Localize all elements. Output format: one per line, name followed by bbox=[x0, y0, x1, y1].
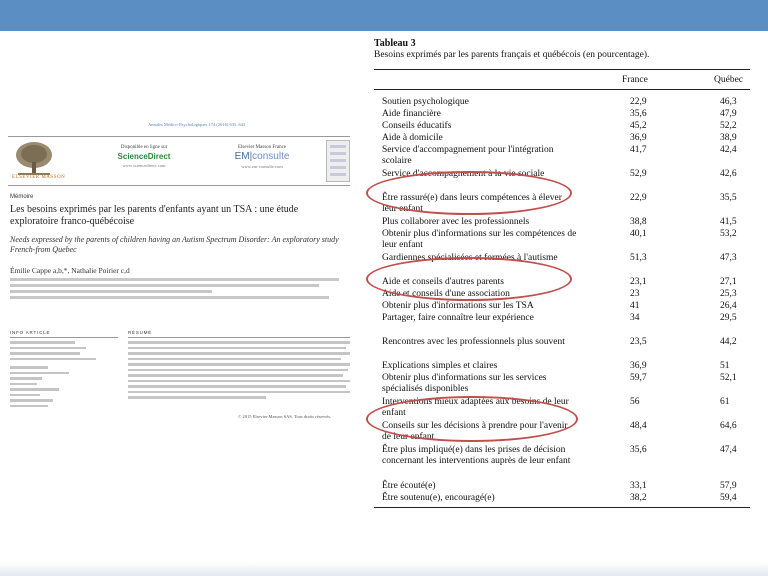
row-label: Aide et conseils d'une association bbox=[382, 289, 510, 299]
table-label: Tableau 3 bbox=[374, 38, 416, 49]
sciencedirect-logo: ScienceDirect bbox=[117, 152, 171, 161]
value-quebec: 29,5 bbox=[720, 313, 737, 323]
value-france: 48,4 bbox=[630, 421, 647, 431]
value-quebec: 26,4 bbox=[720, 301, 737, 311]
row-label: Conseils sur les décisions à prendre pour l'avenir de leur enfant bbox=[382, 421, 568, 442]
value-quebec: 57,9 bbox=[720, 481, 737, 491]
value-france: 36,9 bbox=[630, 133, 647, 143]
row-label: Service d'accompagnement pour l'intégration scolaire bbox=[382, 145, 554, 166]
value-quebec: 35,5 bbox=[720, 193, 737, 203]
highlight-gardiennes bbox=[366, 257, 572, 301]
highlight-vie-sociale bbox=[366, 171, 572, 215]
value-quebec: 44,2 bbox=[720, 337, 737, 347]
row-label: Rencontres avec les professionnels plus souvent bbox=[382, 337, 565, 347]
value-quebec: 59,4 bbox=[720, 493, 737, 503]
value-france: 40,1 bbox=[630, 229, 647, 239]
row-label: Obtenir plus d'informations sur les compétences de leur enfant bbox=[382, 229, 577, 250]
value-quebec: 51 bbox=[720, 361, 730, 371]
value-france: 23,5 bbox=[630, 337, 647, 347]
value-quebec: 27,1 bbox=[720, 277, 737, 287]
value-quebec: 64,6 bbox=[720, 421, 737, 431]
row-label: Explications simples et claires bbox=[382, 361, 498, 371]
value-france: 23,1 bbox=[630, 277, 647, 287]
row-label: Soutien psychologique bbox=[382, 97, 469, 107]
value-quebec: 53,2 bbox=[720, 229, 737, 239]
row-label: Être soutenu(e), encouragé(e) bbox=[382, 493, 495, 503]
article-info-column: INFO ARTICLE bbox=[10, 330, 118, 410]
article-masthead bbox=[8, 136, 350, 186]
value-quebec: 42,4 bbox=[720, 145, 737, 155]
value-quebec: 41,5 bbox=[720, 217, 737, 227]
value-quebec: 47,4 bbox=[720, 445, 737, 455]
row-label: Obtenir plus d'informations sur les services spécialisés disponibles bbox=[382, 373, 547, 394]
article-title: Les besoins exprimés par les parents d'enfants ayant un TSA : une étude exploratoire franco-québécoise bbox=[10, 204, 299, 227]
elsevier-tree-logo bbox=[12, 140, 56, 180]
value-quebec: 52,1 bbox=[720, 373, 737, 383]
value-france: 45,2 bbox=[630, 121, 647, 131]
table-caption: Besoins exprimés par les parents français et québécois (en pourcentage). bbox=[374, 50, 650, 60]
row-label: Aide financière bbox=[382, 109, 441, 119]
article-title-english: Needs expressed by the parents of children having an Autism Spectrum Disorder: An exploratory study French-from Quebec bbox=[10, 235, 339, 254]
article-section-label: Mémoire bbox=[10, 194, 34, 200]
table-row bbox=[374, 121, 750, 132]
value-france: 59,7 bbox=[630, 373, 647, 383]
em-consulte-block: Elsevier Masson France EM|consulte www.em-consulte.com bbox=[212, 145, 312, 169]
slide-bottom-edge bbox=[0, 562, 768, 576]
row-label: Partager, faire connaître leur expérience bbox=[382, 313, 534, 323]
table-row bbox=[374, 481, 750, 492]
row-label: Interventions mieux adaptées aux besoins de leur enfant bbox=[382, 397, 569, 418]
table-row bbox=[374, 217, 750, 228]
row-label: Être plus impliqué(e) dans les prises de décision concernant les interventions auprès de leur enfant bbox=[382, 445, 571, 466]
table-row bbox=[374, 229, 750, 251]
value-quebec: 47,3 bbox=[720, 253, 737, 263]
table-row bbox=[374, 301, 750, 312]
article-authors: Émilie Cappe a,b,*, Nathalie Poirier c,d bbox=[10, 266, 130, 275]
row-label: Être rassuré(e) dans leurs compétences à élever leur enfant bbox=[382, 193, 562, 214]
table-row bbox=[374, 361, 750, 372]
sciencedirect-block: Disponible en ligne sur ScienceDirect www.sciencedirect.com bbox=[94, 145, 194, 168]
row-label: Être écouté(e) bbox=[382, 481, 436, 491]
value-france: 52,9 bbox=[630, 169, 647, 179]
row-label: Gardiennes spécialisées et formées à l'autisme bbox=[382, 253, 558, 263]
value-france: 36,9 bbox=[630, 361, 647, 371]
value-france: 35,6 bbox=[630, 445, 647, 455]
value-quebec: 61 bbox=[720, 397, 730, 407]
row-label: Plus collaborer avec les professionnels bbox=[382, 217, 530, 227]
column-header-quebec: Québec bbox=[714, 75, 744, 85]
table-row bbox=[374, 493, 750, 504]
table-top-rule bbox=[374, 69, 750, 70]
table-row bbox=[374, 445, 750, 478]
value-quebec: 47,9 bbox=[720, 109, 737, 119]
value-quebec: 38,9 bbox=[720, 133, 737, 143]
value-quebec: 25,3 bbox=[720, 289, 737, 299]
slide-header-bar bbox=[0, 0, 768, 31]
value-france: 22,9 bbox=[630, 193, 647, 203]
table-row bbox=[374, 97, 750, 108]
row-label: Aide et conseils d'autres parents bbox=[382, 277, 505, 287]
value-quebec: 52,2 bbox=[720, 121, 737, 131]
publisher-name: ELSEVIER MASSON bbox=[12, 175, 66, 180]
value-france: 51,3 bbox=[630, 253, 647, 263]
value-france: 33,1 bbox=[630, 481, 647, 491]
article-first-page bbox=[8, 118, 358, 443]
copyright-line: © 2015 Elsevier Masson SAS. Tous droits réservés. bbox=[238, 414, 332, 419]
table-bottom-rule bbox=[374, 507, 750, 508]
value-france: 56 bbox=[630, 397, 640, 407]
value-france: 34 bbox=[630, 313, 640, 323]
table-row bbox=[374, 133, 750, 144]
column-header-france: France bbox=[622, 75, 648, 85]
journal-reference: Annales Médico-Psychologiques 174 (2016) 635–643 bbox=[148, 122, 246, 127]
row-label: Obtenir plus d'informations sur les TSA bbox=[382, 301, 534, 311]
row-label: Service d'accompagnement à la vie sociale bbox=[382, 169, 545, 179]
table-row bbox=[374, 373, 750, 395]
value-quebec: 46,3 bbox=[720, 97, 737, 107]
value-quebec: 42,6 bbox=[720, 169, 737, 179]
journal-cover-thumbnail bbox=[326, 140, 350, 182]
table-row bbox=[374, 109, 750, 120]
em-consulte-logo: EM|consulte bbox=[234, 151, 290, 162]
row-label: Aide à domicile bbox=[382, 133, 443, 143]
table-row bbox=[374, 337, 750, 359]
author-affiliations bbox=[10, 278, 346, 302]
abstract-column: RÉSUMÉ bbox=[128, 330, 350, 402]
row-label: Conseils éducatifs bbox=[382, 121, 452, 131]
value-france: 38,8 bbox=[630, 217, 647, 227]
value-france: 41,7 bbox=[630, 145, 647, 155]
value-france: 23 bbox=[630, 289, 640, 299]
value-france: 38,2 bbox=[630, 493, 647, 503]
table-row bbox=[374, 313, 750, 335]
value-france: 41 bbox=[630, 301, 640, 311]
value-france: 35,6 bbox=[630, 109, 647, 119]
value-france: 22,9 bbox=[630, 97, 647, 107]
highlight-services-specialises bbox=[366, 396, 578, 442]
table-header-rule bbox=[374, 89, 750, 90]
table-row bbox=[374, 145, 750, 167]
